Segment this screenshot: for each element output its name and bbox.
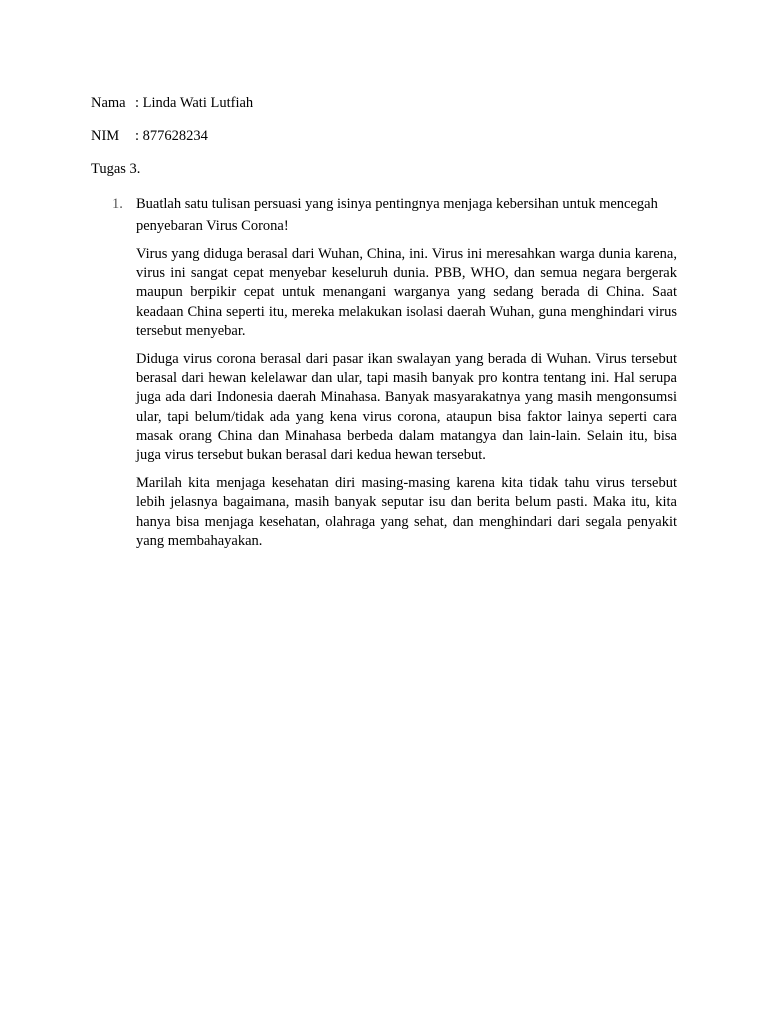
paragraph-3: Marilah kita menjaga kesehatan diri masing-masing karena kita tidak tahu virus tersebut lebih jelasnya bagaimana, masih banyak seputar isu dan berita belum pasti. Maka itu, kita hanya bisa menjaga kesehatan, olahraga yang sehat, dan menghindari dari segala penyakit yang membahayakan. — [136, 475, 677, 549]
name-line — [91, 94, 253, 112]
name-label: Nama — [91, 95, 126, 111]
task-title: Tugas 3. — [91, 161, 141, 177]
question-text: Buatlah satu tulisan persuasi yang isinya pentingnya menjaga kebersihan untuk mencegah penyebaran Virus Corona! — [136, 196, 658, 234]
question-number: 1. — [112, 196, 123, 212]
question-item — [112, 193, 678, 237]
name-value: : Linda Wati Lutfiah — [135, 95, 254, 111]
nim-value: : 877628234 — [135, 128, 208, 144]
nim-label: NIM — [91, 128, 120, 144]
nim-line — [91, 127, 208, 145]
answer-body — [136, 245, 677, 560]
paragraph-1: Virus yang diduga berasal dari Wuhan, China, ini. Virus ini meresahkan warga dunia karena, virus ini sangat cepat menyebar keseluruh dunia. PBB, WHO, dan semua negara bergerak maupun berpikir cepat untuk menangani warganya yang sedang berada di China. Saat keadaan China seperti itu, mereka melakukan isolasi daerah Wuhan, guna menghindari virus tersebut menyebar. — [136, 246, 677, 339]
paragraph-2: Diduga virus corona berasal dari pasar ikan swalayan yang berada di Wuhan. Virus tersebut berasal dari hewan kelelawar dan ular, tapi masih banyak pro kontra tentang ini. Hal serupa juga ada dari Indonesia daerah Minahasa. Banyak masyarakatnya yang masih mengonsumsi ular, tapi belum/tidak ada yang kena virus corona, ataupun bisa faktor lainya seperti cara masak orang China dan Minahasa berbeda dalam matangya dan lain-lain. Selain itu, bisa juga virus tersebut bukan berasal dari kedua hewan tersebut. — [136, 351, 677, 464]
